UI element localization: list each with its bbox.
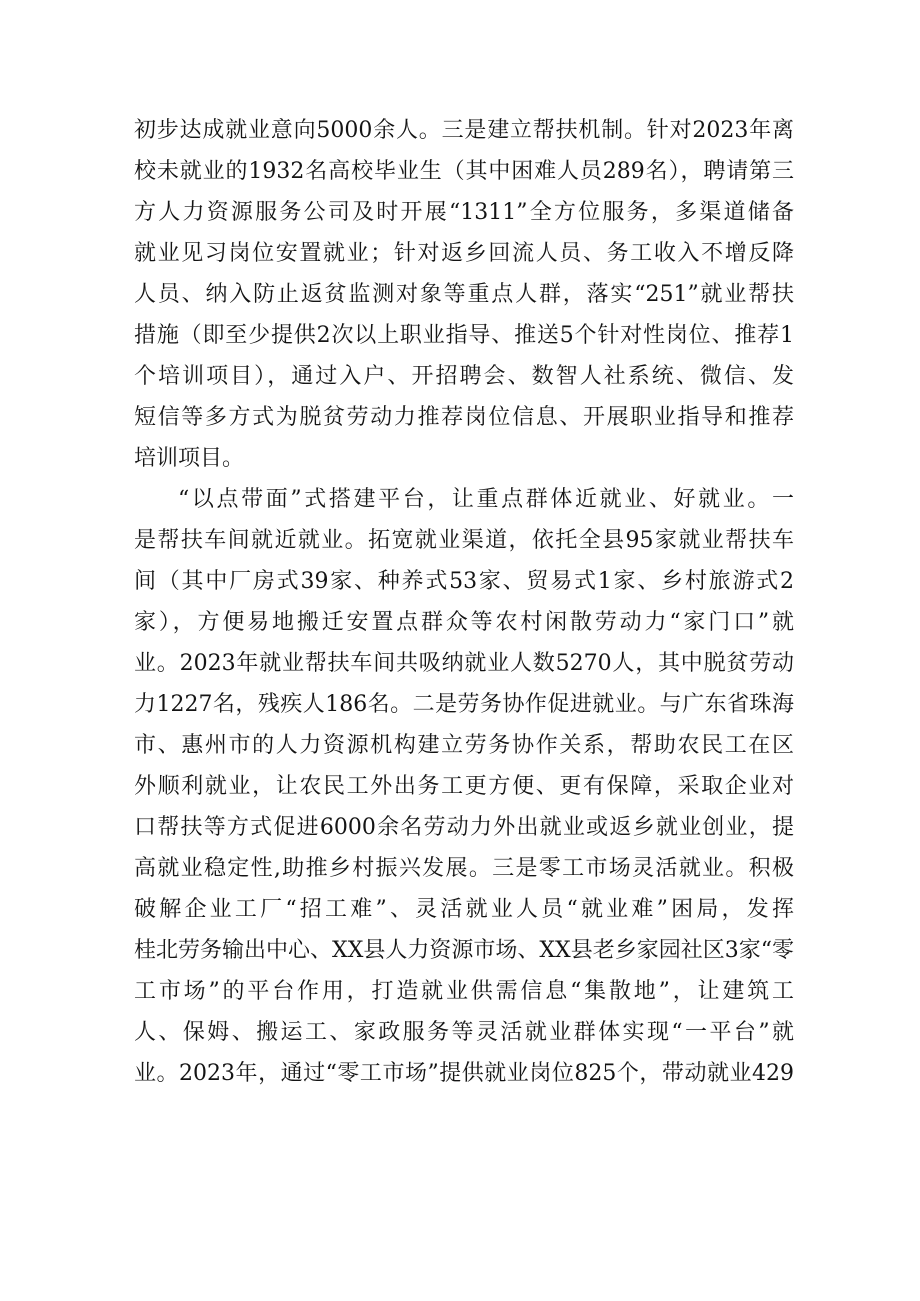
text-line: 就业见习岗位安置就业；针对返乡回流人员、务工收入不增反降	[134, 241, 794, 266]
text-line: 市、惠州市的人力资源机构建立劳务协作关系，帮助农民工在区	[134, 733, 794, 758]
text-line: 力1227名，残疾人186名。二是劳务协作促进就业。与广东省珠海	[134, 692, 794, 717]
text-line: 人员、纳入防止返贫监测对象等重点人群，落实“251”就业帮扶	[134, 282, 794, 307]
text-line: 方人力资源服务公司及时开展“1311”全方位服务，多渠道储备	[134, 200, 794, 225]
text-line: 业。2023年，通过“零工市场”提供就业岗位825个，带动就业429	[134, 1061, 794, 1086]
document-body	[134, 110, 794, 1094]
text-line: 是帮扶车间就近就业。拓宽就业渠道，依托全县95家就业帮扶车	[134, 528, 794, 553]
text-line: 破解企业工厂“招工难”、灵活就业人员“就业难”困局，发挥	[134, 897, 794, 922]
text-line: 外顺利就业，让农民工外出务工更方便、更有保障，采取企业对	[134, 774, 794, 799]
text-line: 口帮扶等方式促进6000余名劳动力外出就业或返乡就业创业，提	[134, 815, 794, 840]
text-line: 短信等多方式为脱贫劳动力推荐岗位信息、开展职业指导和推荐	[134, 405, 794, 430]
paragraph-first-line: “以点带面”式搭建平台，让重点群体近就业、好就业。一	[178, 487, 794, 512]
text-line: 工市场”的平台作用，打造就业供需信息“集散地”，让建筑工	[134, 979, 794, 1004]
paragraph-end-line: 培训项目。	[134, 446, 245, 471]
text-line: 业。2023年就业帮扶车间共吸纳就业人数5270人，其中脱贫劳动	[134, 651, 794, 676]
text-line: 家），方便易地搬迁安置点群众等农村闲散劳动力“家门口”就	[134, 610, 794, 635]
text-line: 高就业稳定性,助推乡村振兴发展。三是零工市场灵活就业。积极	[134, 856, 794, 881]
text-line: 桂北劳务输出中心、XX县人力资源市场、XX县老乡家园社区3家“零	[134, 938, 794, 963]
text-line: 措施（即至少提供2次以上职业指导、推送5个针对性岗位、推荐1	[134, 323, 794, 348]
text-line: 初步达成就业意向5000余人。三是建立帮扶机制。针对2023年离	[134, 118, 794, 143]
text-line: 人、保姆、搬运工、家政服务等灵活就业群体实现“一平台”就	[134, 1020, 794, 1045]
text-line: 间（其中厂房式39家、种养式53家、贸易式1家、乡村旅游式2	[134, 569, 794, 594]
text-line: 个培训项目），通过入户、开招聘会、数智人社系统、微信、发	[134, 364, 794, 389]
text-line: 校未就业的1932名高校毕业生（其中困难人员289名），聘请第三	[134, 159, 794, 184]
